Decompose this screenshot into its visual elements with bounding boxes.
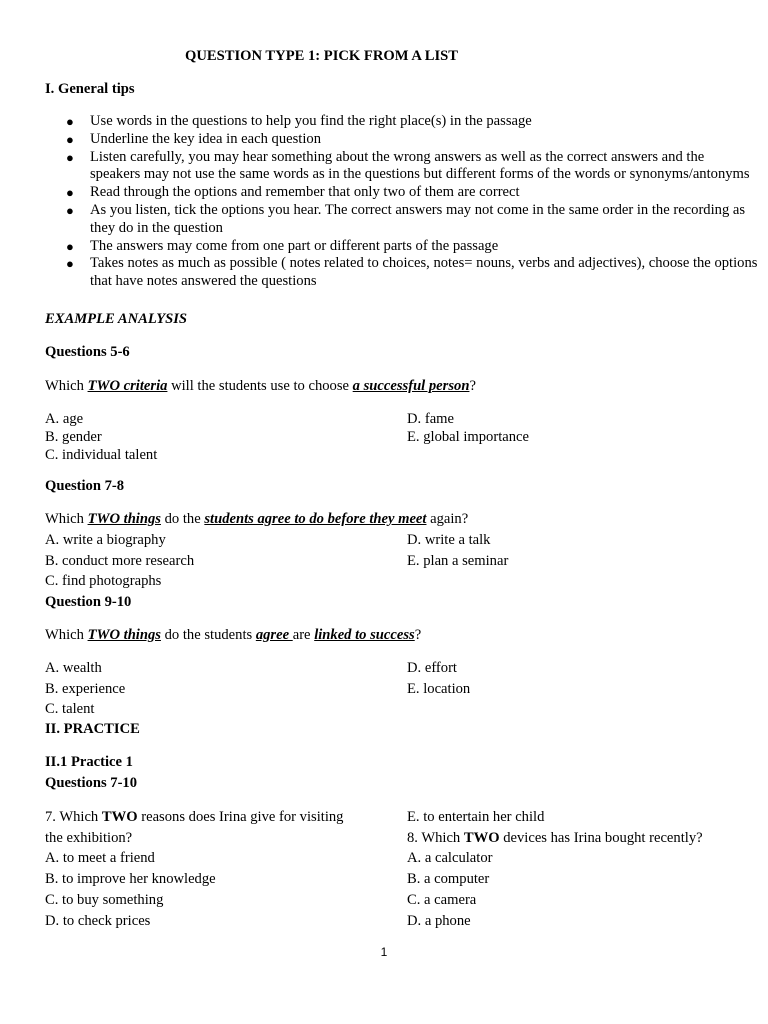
question-text-part: Which: [45, 378, 88, 394]
option-item: C. find photographs: [45, 573, 162, 590]
section-heading-practice: II. PRACTICE: [45, 721, 140, 737]
option-item: D. fame: [407, 411, 455, 427]
bullet-icon: ●: [66, 202, 74, 218]
option-item: D. write a talk: [407, 532, 491, 548]
options-right-5-6: [407, 410, 529, 446]
question-text-part: do the students: [160, 627, 256, 643]
option-item: A. to meet a friend: [45, 850, 155, 867]
question-text-part: reasons does Irina give for visiting: [137, 809, 344, 825]
keyword: a successful person: [352, 378, 470, 394]
page-title: QUESTION TYPE 1: PICK FROM A LIST: [185, 48, 459, 64]
question-7-block: [45, 807, 343, 931]
keyword: agree: [255, 627, 293, 643]
question-8-block: [407, 807, 703, 931]
tip-text: As you listen, tick the options you hear. The correct answers may not come in the same order in the recording as they do in the question: [90, 201, 746, 236]
option-item: A. a calculator: [407, 850, 493, 867]
tip-item: [66, 255, 768, 291]
question-text-part: again?: [426, 511, 469, 527]
options-left-5-6: [45, 410, 157, 464]
tips-list: [45, 113, 768, 291]
keyword: TWO criteria: [87, 378, 168, 394]
option-item: C. individual talent: [45, 447, 158, 463]
option-item: C. a camera: [407, 891, 477, 908]
page-number: 1: [380, 945, 388, 959]
question-text-part: devices has Irina bought recently?: [499, 829, 703, 846]
question-text-part: will the students use to choose: [167, 378, 353, 394]
keyword: TWO things: [87, 511, 161, 527]
option-item: B. to improve her knowledge: [45, 871, 216, 888]
tip-item: [66, 148, 768, 185]
question-7-8-heading: Question 7-8: [45, 478, 125, 494]
options-left-9-10: [45, 658, 125, 720]
keyword: TWO things: [87, 627, 161, 643]
question-9-10-heading: Question 9-10: [45, 594, 132, 610]
tip-item: [66, 130, 768, 149]
bullet-icon: ●: [66, 149, 74, 165]
tip-item: [66, 237, 768, 256]
question-5-6-text: [45, 377, 476, 395]
question-text-part: do the: [160, 511, 205, 527]
question-9-10-text: [45, 626, 421, 644]
question-7-line2: the exhibition?: [45, 829, 133, 846]
option-item: B. experience: [45, 680, 126, 697]
option-item: D. to check prices: [45, 912, 151, 929]
option-item: E. plan a seminar: [407, 552, 509, 569]
questions-7-10-heading: Questions 7-10: [45, 775, 138, 791]
tip-text: Underline the key idea in each question: [90, 130, 321, 147]
bullet-icon: ●: [66, 131, 74, 147]
keyword: students agree to do before they meet: [204, 511, 427, 527]
question-text-part: Which: [45, 627, 88, 643]
tip-text: The answers may come from one part or different parts of the passage: [90, 237, 499, 254]
tip-item: [66, 184, 768, 202]
keyword: TWO: [101, 809, 138, 825]
section-heading-general-tips: I. General tips: [45, 81, 135, 97]
question-text-part: Which: [45, 511, 88, 527]
tip-text: Use words in the questions to help you find the right place(s) in the passage: [90, 113, 532, 129]
option-item: A. age: [45, 411, 84, 427]
tip-item: [66, 113, 768, 131]
question-text-part: are: [292, 627, 315, 643]
question-7-line1: [45, 807, 343, 828]
option-item: E. location: [407, 680, 471, 697]
keyword: TWO: [463, 829, 500, 846]
option-item: A. write a biography: [45, 532, 166, 548]
tip-text: Takes notes as much as possible ( notes related to choices, notes= nouns, verbs and adjectives), choose the options that have notes answered the questions: [90, 255, 758, 290]
questions-5-6-heading: Questions 5-6: [45, 344, 130, 360]
practice-1-heading: II.1 Practice 1: [45, 754, 133, 770]
option-item: C. talent: [45, 701, 95, 718]
question-text-part: ?: [469, 378, 476, 394]
option-item: D. effort: [407, 660, 457, 676]
option-item: B. conduct more research: [45, 552, 195, 569]
question-text-part: ?: [414, 627, 422, 643]
question-text-part: 8. Which: [407, 829, 464, 846]
option-item: A. wealth: [45, 660, 102, 676]
tip-text: Read through the options and remember that only two of them are correct: [90, 184, 520, 201]
question-7-8-text: [45, 510, 468, 528]
question-text-part: 7. Which: [45, 809, 102, 825]
options-right-7-8: [407, 530, 508, 571]
option-item: E. to entertain her child: [407, 809, 545, 825]
example-analysis-heading: EXAMPLE ANALYSIS: [45, 311, 188, 327]
option-item: E. global importance: [407, 429, 529, 445]
option-item: C. to buy something: [45, 891, 164, 908]
tip-item: [66, 201, 768, 238]
options-right-9-10: [407, 658, 470, 699]
option-item: B. a computer: [407, 871, 490, 888]
bullet-icon: ●: [66, 114, 74, 129]
bullet-icon: ●: [66, 185, 74, 201]
bullet-icon: ●: [66, 256, 74, 272]
keyword: linked to success: [314, 627, 415, 643]
bullet-icon: ●: [66, 238, 74, 254]
option-item: B. gender: [45, 429, 102, 445]
options-left-7-8: [45, 530, 194, 592]
question-8-line: [407, 828, 703, 849]
tip-text: Listen carefully, you may hear something about the wrong answers as well as the correct answers and the speakers may not use the same words as in the questions but different forms of the words or synonyms/antonyms: [90, 148, 750, 183]
option-item: D. a phone: [407, 912, 471, 929]
